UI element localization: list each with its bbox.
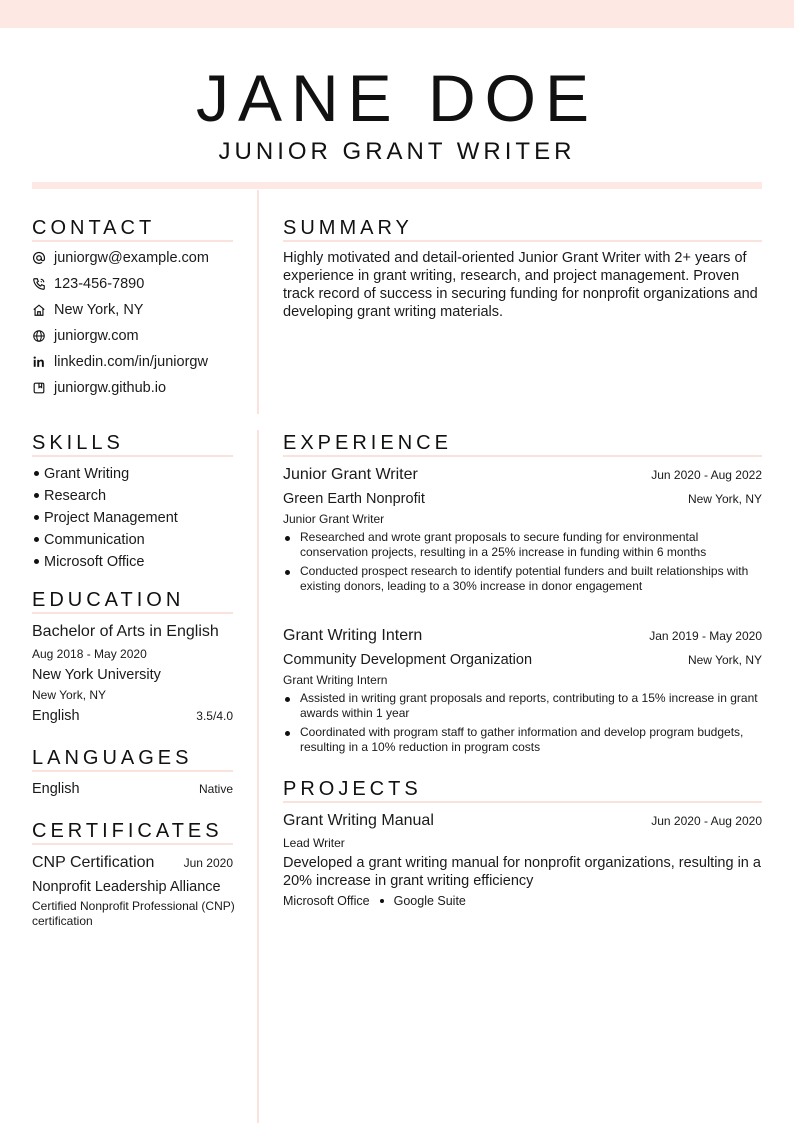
project-name: Grant Writing Manual <box>283 812 434 829</box>
education-heading: EDUCATION <box>32 588 233 614</box>
job-bullet: Assisted in writing grant proposals and reports, contributing to a 15% increase in grant awards within 1 year <box>283 691 763 721</box>
summary-heading: SUMMARY <box>283 216 762 242</box>
certificate-name: CNP Certification <box>32 854 155 871</box>
language-name: English <box>32 781 80 797</box>
skill-item: Project Management <box>32 508 178 528</box>
column-divider-top <box>257 190 259 414</box>
job-bullet: Researched and wrote grant proposals to secure funding for environmental conservation projects, resulting in a 25% increase in funding within 6 months <box>283 530 763 560</box>
contact-phone-text: 123-456-7890 <box>54 276 145 292</box>
contact-location <box>32 300 143 320</box>
project-tool: Microsoft Office <box>283 894 370 908</box>
phone-icon <box>32 277 46 291</box>
skill-item: Grant Writing <box>32 464 129 484</box>
contact-website[interactable] <box>32 326 139 346</box>
contact-email[interactable] <box>32 248 209 268</box>
column-divider-bottom <box>257 430 259 1123</box>
education-location: New York, NY <box>32 688 107 702</box>
skill-item: Communication <box>32 530 145 550</box>
languages-heading: LANGUAGES <box>32 746 233 772</box>
candidate-role: JUNIOR GRANT WRITER <box>218 138 576 165</box>
job-company: Community Development Organization <box>283 652 533 668</box>
project-tool: Google Suite <box>393 894 466 908</box>
job-dates: Jan 2019 - May 2020 <box>649 629 762 643</box>
contact-portfolio-text: juniorgw.github.io <box>54 380 167 396</box>
education-field: English <box>32 708 80 724</box>
linkedin-icon <box>32 355 46 369</box>
education-degree: Bachelor of Arts in English <box>32 623 219 640</box>
certificate-description: Certified Nonprofit Professional (CNP) certification <box>32 899 235 928</box>
projects-heading: PROJECTS <box>283 777 762 803</box>
contact-email-text: juniorgw@example.com <box>54 250 209 266</box>
contact-linkedin-text: linkedin.com/in/juniorgw <box>54 354 208 370</box>
header-divider <box>32 182 762 189</box>
job-subtitle: Junior Grant Writer <box>283 512 385 526</box>
job-title: Grant Writing Intern <box>283 627 423 644</box>
contact-linkedin[interactable] <box>32 352 208 372</box>
skill-item: Research <box>32 486 106 506</box>
job-bullets <box>283 691 763 759</box>
contact-phone[interactable] <box>32 274 144 294</box>
contact-location-text: New York, NY <box>54 302 144 318</box>
summary-text: Highly motivated and detail-oriented Junior Grant Writer with 2+ years of experience in grant writing, research, and project management. Proven track record of success in securing funding for nonprofit organizations and developing grant writing materials. <box>283 250 758 320</box>
tool-separator <box>380 899 384 903</box>
contact-heading: CONTACT <box>32 216 233 242</box>
contact-website-text: juniorgw.com <box>54 328 139 344</box>
certificate-date: Jun 2020 <box>183 856 233 870</box>
certificate-issuer: Nonprofit Leadership Alliance <box>32 879 221 895</box>
education-dates: Aug 2018 - May 2020 <box>32 647 147 661</box>
job-location: New York, NY <box>687 492 762 506</box>
job-dates: Jun 2020 - Aug 2022 <box>651 468 762 482</box>
experience-heading: EXPERIENCE <box>283 431 762 457</box>
skills-heading: SKILLS <box>32 431 233 457</box>
home-icon <box>32 303 46 317</box>
at-icon <box>32 251 46 265</box>
project-role: Lead Writer <box>283 836 345 850</box>
project-tools <box>283 893 466 909</box>
top-accent-band <box>0 0 794 28</box>
education-gpa: 3.5/4.0 <box>196 709 233 723</box>
globe-icon <box>32 329 46 343</box>
skill-item: Microsoft Office <box>32 552 144 572</box>
job-bullet: Coordinated with program staff to gather information and develop program budgets, resulting in a 10% reduction in program costs <box>283 725 763 755</box>
job-bullet: Conducted prospect research to identify potential funders and built relationships with existing donors, leading to a 30% increase in donor engagement <box>283 564 763 594</box>
certificates-heading: CERTIFICATES <box>32 819 233 845</box>
language-level: Native <box>198 782 233 796</box>
job-bullets <box>283 530 763 598</box>
contact-portfolio[interactable] <box>32 378 166 398</box>
project-description: Developed a grant writing manual for nonprofit organizations, resulting in a 20% increase in grant writing efficiency <box>283 855 761 889</box>
project-dates: Jun 2020 - Aug 2020 <box>651 814 762 828</box>
job-company: Green Earth Nonprofit <box>283 491 425 507</box>
job-subtitle: Grant Writing Intern <box>283 673 388 687</box>
education-school: New York University <box>32 667 161 683</box>
job-location: New York, NY <box>687 653 762 667</box>
job-title: Junior Grant Writer <box>283 466 418 483</box>
candidate-name: JANE DOE <box>195 61 599 135</box>
portfolio-icon <box>32 381 46 395</box>
